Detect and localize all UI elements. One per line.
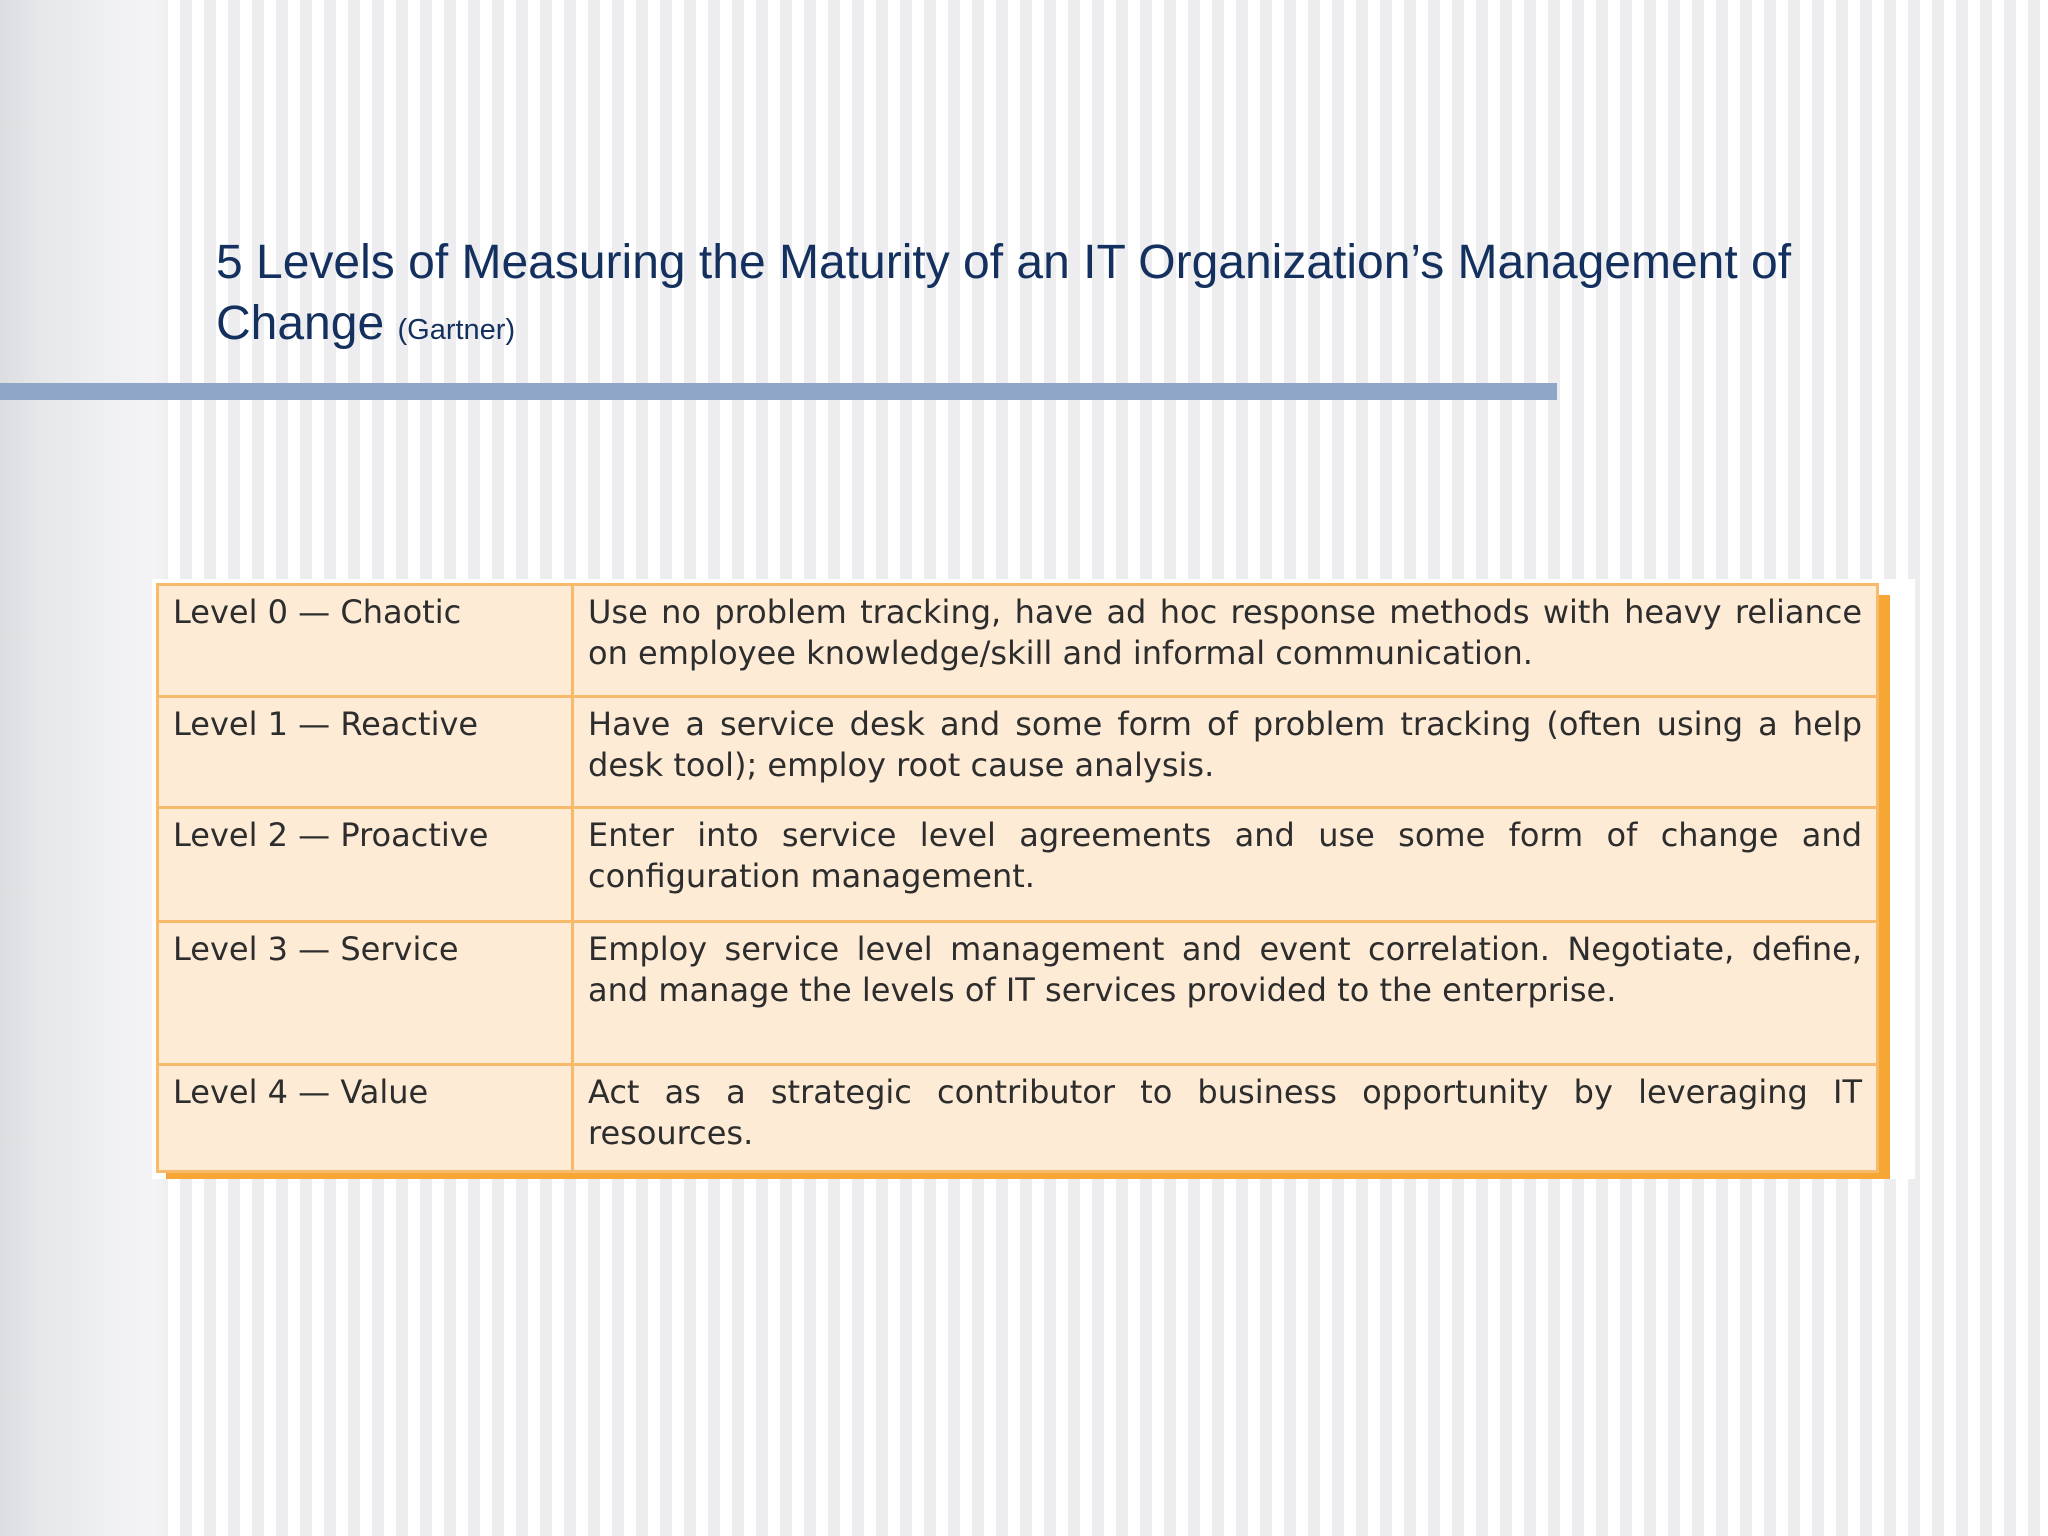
- level-description-cell: Employ service level management and event correlation. Negotiate, define, and manage the levels of IT services provided to the enterprise.: [573, 922, 1878, 1065]
- table-row: [158, 808, 1878, 922]
- maturity-levels-table: [156, 583, 1879, 1173]
- level-description-cell: Use no problem tracking, have ad hoc response methods with heavy reliance on employee knowledge/skill and informal communication.: [573, 585, 1878, 697]
- title-divider: [0, 383, 1557, 400]
- level-name-cell: Level 2 — Proactive: [158, 808, 573, 922]
- level-name-cell: Level 4 — Value: [158, 1065, 573, 1172]
- slide-title-text: 5 Levels of Measuring the Maturity of an IT Organization’s Management of Change: [216, 236, 1792, 350]
- level-description-cell: Enter into service level agreements and use some form of change and configuration management.: [573, 808, 1878, 922]
- table-row: [158, 697, 1878, 808]
- level-description-cell: Act as a strategic contributor to business opportunity by leveraging IT resources.: [573, 1065, 1878, 1172]
- level-name-cell: Level 3 — Service: [158, 922, 573, 1065]
- level-name-cell: Level 0 — Chaotic: [158, 585, 573, 697]
- table-row: [158, 922, 1878, 1065]
- table-row: [158, 1065, 1878, 1172]
- table-row: [158, 585, 1878, 697]
- level-description-cell: Have a service desk and some form of problem tracking (often using a help desk tool); employ root cause analysis.: [573, 697, 1878, 808]
- slide-title-source: (Gartner): [397, 314, 516, 346]
- level-name-cell: Level 1 — Reactive: [158, 697, 573, 808]
- slide-title: [216, 232, 1916, 361]
